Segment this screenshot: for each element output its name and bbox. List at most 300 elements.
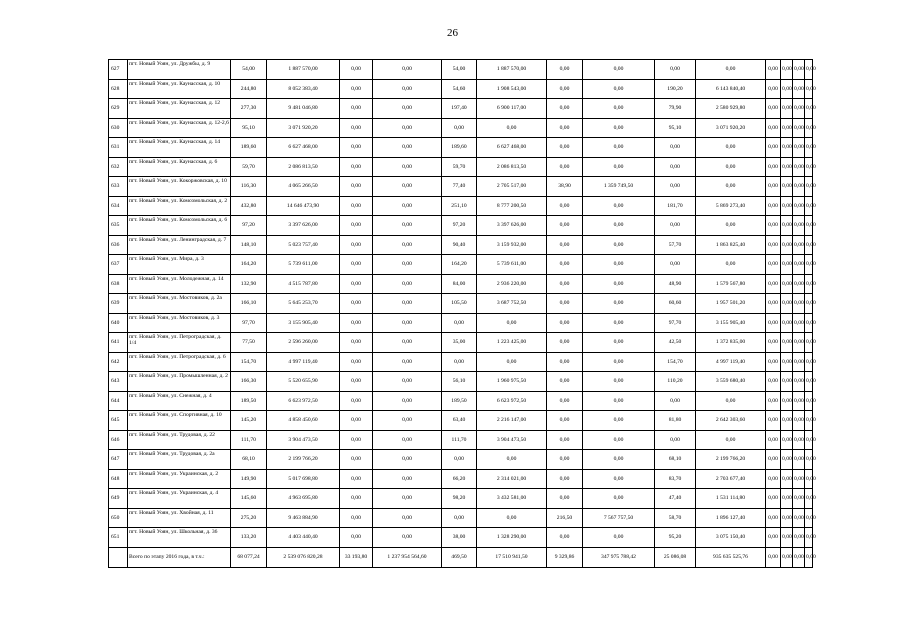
row-value: 2 642 303,60: [696, 411, 766, 431]
row-value: 1 359 749,50: [583, 177, 655, 197]
row-value: 0,00: [805, 411, 813, 431]
row-value: 0,00: [583, 391, 655, 411]
table-row: [109, 157, 813, 177]
row-value: 0,00: [805, 157, 813, 177]
row-value: 84,00: [442, 274, 477, 294]
row-value: 9 481 046,80: [267, 99, 340, 119]
row-value: 0,00: [340, 391, 373, 411]
row-value: 0,00: [655, 60, 696, 80]
row-value: 116,30: [231, 177, 267, 197]
table-row: [109, 372, 813, 392]
row-value: 0,00: [547, 391, 583, 411]
row-value: 0,00: [583, 469, 655, 489]
row-value: 0,00: [340, 216, 373, 236]
row-value: 149,90: [231, 469, 267, 489]
row-value: 0,00: [655, 391, 696, 411]
row-address: пгт. Новый Уоян, ул. Кокоржовская, д. 10: [128, 177, 231, 197]
row-value: 0,00: [655, 177, 696, 197]
row-value: 0,00: [373, 255, 442, 275]
table-body: [109, 60, 816, 568]
row-value: 181,70: [655, 196, 696, 216]
row-value: 0,00: [793, 294, 805, 314]
row-value: 57,70: [655, 235, 696, 255]
row-number: 640: [109, 313, 128, 333]
row-value: 0,00: [340, 469, 373, 489]
row-value: 0,00: [340, 372, 373, 392]
row-value: 0,00: [696, 430, 766, 450]
row-value: 2 596 260,00: [267, 333, 340, 353]
row-value: 6 623 972,50: [477, 391, 547, 411]
row-value: 0,00: [442, 352, 477, 372]
row-value: 60,60: [655, 294, 696, 314]
row-value: 0,00: [805, 274, 813, 294]
table-row: [109, 489, 813, 509]
row-value: 0,00: [373, 118, 442, 138]
table-row: [109, 216, 813, 236]
row-value: 38,00: [442, 528, 477, 548]
row-value: 0,00: [340, 294, 373, 314]
row-value: 0,00: [805, 489, 813, 509]
row-value: 132,90: [231, 274, 267, 294]
row-value: 0,00: [766, 274, 781, 294]
row-address: пгт. Новый Уоян, ул. Украинская, д. 4: [128, 489, 231, 509]
row-value: 0,00: [373, 528, 442, 548]
row-value: 4 403 440,40: [267, 528, 340, 548]
row-value: 35,00: [442, 333, 477, 353]
row-value: 90,40: [442, 235, 477, 255]
total-value: 0,00: [781, 547, 793, 567]
row-number: 645: [109, 411, 128, 431]
row-value: 0,00: [373, 333, 442, 353]
row-value: 0,00: [805, 450, 813, 470]
row-value: 0,00: [373, 450, 442, 470]
row-value: 0,00: [340, 118, 373, 138]
row-value: 0,00: [583, 79, 655, 99]
table-row: [109, 294, 813, 314]
row-value: 0,00: [655, 430, 696, 450]
row-value: 0,00: [373, 79, 442, 99]
table-row: [109, 411, 813, 431]
row-value: 145,60: [231, 489, 267, 509]
row-value: 0,00: [547, 60, 583, 80]
row-value: 97,20: [231, 216, 267, 236]
row-value: 0,00: [766, 489, 781, 509]
row-value: 0,00: [373, 294, 442, 314]
row-value: 0,00: [766, 255, 781, 275]
row-value: 0,00: [696, 216, 766, 236]
row-value: 3 687 752,50: [477, 294, 547, 314]
row-number: 647: [109, 450, 128, 470]
row-value: 59,70: [231, 157, 267, 177]
row-value: 0,00: [805, 177, 813, 197]
row-value: 0,00: [805, 138, 813, 158]
total-value: 0,00: [793, 547, 805, 567]
total-value: 25 086,08: [655, 547, 696, 567]
row-number: 649: [109, 489, 128, 509]
row-value: 0,00: [442, 450, 477, 470]
row-value: 133,20: [231, 528, 267, 548]
row-value: 0,00: [696, 138, 766, 158]
row-address: пгт. Новый Уоян, ул. Украинская, д. 2: [128, 469, 231, 489]
row-number: 628: [109, 79, 128, 99]
row-value: 0,00: [696, 391, 766, 411]
table-row: [109, 138, 813, 158]
row-number: 635: [109, 216, 128, 236]
row-value: 0,00: [373, 138, 442, 158]
row-value: 0,00: [442, 313, 477, 333]
row-value: 4 997 119,40: [696, 352, 766, 372]
row-value: 0,00: [583, 235, 655, 255]
row-value: 0,00: [766, 469, 781, 489]
row-value: 81,80: [655, 411, 696, 431]
row-value: 0,00: [583, 294, 655, 314]
row-value: 0,00: [373, 216, 442, 236]
row-value: 0,00: [547, 235, 583, 255]
row-address: пгт. Новый Уоян, ул. Трудовая, д. 22: [128, 430, 231, 450]
row-value: 68,10: [655, 450, 696, 470]
row-value: 0,00: [766, 60, 781, 80]
row-value: 1 887 570,00: [267, 60, 340, 80]
row-value: 0,00: [655, 138, 696, 158]
row-value: 0,00: [793, 99, 805, 119]
row-value: 110,20: [655, 372, 696, 392]
table-row: [109, 79, 813, 99]
total-value: 347 975 788,42: [583, 547, 655, 567]
row-value: 9 463 884,90: [267, 508, 340, 528]
row-value: 0,00: [547, 255, 583, 275]
table-row: [109, 528, 813, 548]
row-value: 95,10: [655, 118, 696, 138]
row-value: 66,20: [442, 469, 477, 489]
row-value: 0,00: [805, 469, 813, 489]
row-value: 83,70: [655, 469, 696, 489]
row-value: 6 143 840,40: [696, 79, 766, 99]
row-value: 0,00: [766, 411, 781, 431]
row-value: 0,00: [583, 313, 655, 333]
row-value: 95,20: [655, 528, 696, 548]
row-value: 0,00: [805, 255, 813, 275]
row-value: 0,00: [793, 60, 805, 80]
row-value: 0,00: [340, 79, 373, 99]
row-value: 189,50: [231, 391, 267, 411]
row-value: 0,00: [781, 99, 793, 119]
row-number: 646: [109, 430, 128, 450]
row-value: 154,70: [231, 352, 267, 372]
total-row: [109, 547, 813, 567]
row-value: 1 896 127,40: [696, 508, 766, 528]
row-address: пгт. Новый Уоян, ул. Каунасская, д. 12: [128, 99, 231, 119]
row-value: 0,00: [805, 391, 813, 411]
row-value: 0,00: [793, 79, 805, 99]
row-value: 3 559 680,40: [696, 372, 766, 392]
row-number: 636: [109, 235, 128, 255]
row-value: 275,20: [231, 508, 267, 528]
row-address: пгт. Новый Уоян, ул. Хвойная, д. 11: [128, 508, 231, 528]
row-value: 3 159 932,00: [477, 235, 547, 255]
row-address: пгт. Новый Уоян, ул. Мостовиков, д. 3: [128, 313, 231, 333]
row-value: 0,00: [583, 333, 655, 353]
row-value: 0,00: [793, 391, 805, 411]
row-value: 0,00: [781, 333, 793, 353]
row-value: 0,00: [781, 196, 793, 216]
row-address: пгт. Новый Уоян, ул. Мира, д. 3: [128, 255, 231, 275]
row-value: 0,00: [781, 216, 793, 236]
row-value: 2 936 220,00: [477, 274, 547, 294]
row-value: 166,30: [231, 372, 267, 392]
row-value: 0,00: [781, 489, 793, 509]
row-value: 8 777 200,50: [477, 196, 547, 216]
row-value: 105,50: [442, 294, 477, 314]
row-value: 63,40: [442, 411, 477, 431]
row-value: 97,70: [655, 313, 696, 333]
row-number: 629: [109, 99, 128, 119]
row-value: 5 520 655,90: [267, 372, 340, 392]
row-value: 38,90: [547, 177, 583, 197]
row-value: 148,10: [231, 235, 267, 255]
row-value: 0,00: [805, 430, 813, 450]
total-value: 0,00: [805, 547, 813, 567]
row-number: 651: [109, 528, 128, 548]
total-value: 935 635 525,76: [696, 547, 766, 567]
row-value: 56,10: [442, 372, 477, 392]
row-number: 639: [109, 294, 128, 314]
row-value: 0,00: [583, 216, 655, 236]
row-value: 0,00: [805, 333, 813, 353]
row-value: 0,00: [340, 235, 373, 255]
row-value: 0,00: [793, 196, 805, 216]
row-value: 0,00: [373, 313, 442, 333]
row-value: 0,00: [373, 489, 442, 509]
row-value: 0,00: [373, 352, 442, 372]
row-value: 0,00: [583, 430, 655, 450]
table-row: [109, 469, 813, 489]
row-value: 0,00: [547, 528, 583, 548]
row-value: 0,00: [547, 469, 583, 489]
row-value: 0,00: [781, 118, 793, 138]
row-value: 0,00: [805, 352, 813, 372]
row-value: 0,00: [793, 508, 805, 528]
row-address: пгт. Новый Уоян, ул. Молодежная, д. 14: [128, 274, 231, 294]
row-value: 0,00: [781, 274, 793, 294]
row-value: 3 432 581,00: [477, 489, 547, 509]
row-value: 0,00: [766, 333, 781, 353]
row-value: 0,00: [781, 313, 793, 333]
table-row: [109, 352, 813, 372]
row-value: 0,00: [781, 294, 793, 314]
row-value: 0,00: [340, 450, 373, 470]
row-value: 0,00: [547, 450, 583, 470]
row-value: 0,00: [766, 196, 781, 216]
row-value: 0,00: [547, 294, 583, 314]
row-number: 638: [109, 274, 128, 294]
row-value: 189,60: [231, 138, 267, 158]
row-number: 642: [109, 352, 128, 372]
row-value: 0,00: [766, 528, 781, 548]
row-value: 0,00: [781, 391, 793, 411]
row-value: 2 199 766,20: [267, 450, 340, 470]
row-value: 0,00: [547, 274, 583, 294]
row-value: 0,00: [805, 99, 813, 119]
row-value: 0,00: [340, 138, 373, 158]
row-value: 0,00: [340, 352, 373, 372]
total-value: 0,00: [766, 547, 781, 567]
row-value: 0,00: [373, 411, 442, 431]
row-value: 164,20: [442, 255, 477, 275]
total-value: 68 077,24: [231, 547, 267, 567]
row-value: 164,20: [231, 255, 267, 275]
page-number: 26: [447, 27, 458, 39]
row-value: 0,00: [547, 430, 583, 450]
row-value: 42,50: [655, 333, 696, 353]
row-value: 79,90: [655, 99, 696, 119]
row-value: 0,00: [340, 528, 373, 548]
row-value: 0,00: [547, 196, 583, 216]
row-value: 0,00: [373, 235, 442, 255]
row-value: 0,00: [805, 528, 813, 548]
row-value: 145,20: [231, 411, 267, 431]
row-address: пгт. Новый Уоян, ул. Каунасская, д. 12-2,6: [128, 118, 231, 138]
row-address: пгт. Новый Уоян, ул. Комсомольская, д. 6: [128, 216, 231, 236]
row-value: 0,00: [781, 255, 793, 275]
row-value: 0,00: [793, 430, 805, 450]
total-value: 9 329,86: [547, 547, 583, 567]
row-value: 0,00: [793, 274, 805, 294]
row-value: 1 372 835,00: [696, 333, 766, 353]
row-value: 0,00: [805, 216, 813, 236]
row-value: 0,00: [340, 313, 373, 333]
row-address: пгт. Новый Уоян, ул. Каунасская, д. 10: [128, 79, 231, 99]
row-value: 5 023 757,40: [267, 235, 340, 255]
row-value: 0,00: [766, 508, 781, 528]
row-value: 3 904 473,50: [267, 430, 340, 450]
row-value: 0,00: [781, 235, 793, 255]
row-value: 0,00: [340, 274, 373, 294]
row-value: 97,20: [442, 216, 477, 236]
row-value: 0,00: [340, 99, 373, 119]
row-value: 98,20: [442, 489, 477, 509]
row-address: пгт. Новый Уоян, ул. Петроградская, д. 1/4: [128, 333, 231, 353]
row-value: 0,00: [766, 313, 781, 333]
row-value: 0,00: [583, 138, 655, 158]
row-value: 2 216 147,00: [477, 411, 547, 431]
row-value: 47,40: [655, 489, 696, 509]
row-value: 0,00: [805, 372, 813, 392]
row-address: пгт. Новый Уоян, ул. Ленинградская, д. 7: [128, 235, 231, 255]
row-value: 0,00: [766, 99, 781, 119]
row-value: 2 086 813,50: [267, 157, 340, 177]
row-value: 0,00: [781, 411, 793, 431]
row-value: 189,50: [442, 391, 477, 411]
row-value: 0,00: [442, 508, 477, 528]
row-value: 0,00: [766, 118, 781, 138]
row-address: пгт. Новый Уоян, ул. Комсомольская, д. 2: [128, 196, 231, 216]
row-address: пгт. Новый Уоян, ул. Школьная, д. 36: [128, 528, 231, 548]
row-value: 0,00: [805, 235, 813, 255]
row-value: 0,00: [805, 118, 813, 138]
row-value: 2 199 766,20: [696, 450, 766, 470]
row-value: 0,00: [781, 352, 793, 372]
row-value: 1 887 570,00: [477, 60, 547, 80]
row-value: 0,00: [547, 333, 583, 353]
table-row: [109, 255, 813, 275]
total-row-blank: [109, 547, 128, 567]
row-value: 77,40: [442, 177, 477, 197]
row-value: 1 579 567,80: [696, 274, 766, 294]
row-value: 4 065 266,50: [267, 177, 340, 197]
row-value: 4 515 787,80: [267, 274, 340, 294]
row-address: пгт. Новый Уоян, ул. Каунасская, д. 6: [128, 157, 231, 177]
row-value: 190,20: [655, 79, 696, 99]
row-value: 244,80: [231, 79, 267, 99]
row-value: 0,00: [781, 138, 793, 158]
row-value: 0,00: [793, 450, 805, 470]
row-value: 0,00: [793, 469, 805, 489]
row-value: 1 908 543,00: [477, 79, 547, 99]
row-value: 0,00: [373, 99, 442, 119]
row-value: 54,00: [231, 60, 267, 80]
row-value: 0,00: [781, 372, 793, 392]
row-value: 0,00: [766, 216, 781, 236]
table-row: [109, 274, 813, 294]
row-value: 0,00: [477, 118, 547, 138]
row-value: 0,00: [547, 216, 583, 236]
row-value: 4 858 450,60: [267, 411, 340, 431]
row-number: 631: [109, 138, 128, 158]
row-value: 0,00: [781, 450, 793, 470]
row-value: 6 627 468,00: [267, 138, 340, 158]
row-value: 0,00: [793, 216, 805, 236]
row-value: 0,00: [373, 430, 442, 450]
row-value: 0,00: [766, 450, 781, 470]
row-value: 0,00: [655, 255, 696, 275]
row-value: 0,00: [781, 177, 793, 197]
row-value: 0,00: [766, 235, 781, 255]
row-value: 0,00: [477, 352, 547, 372]
total-label: Всего по этапу 2016 года, в т.ч.:: [128, 547, 231, 567]
row-value: 0,00: [373, 469, 442, 489]
table-row: [109, 99, 813, 119]
row-address: пгт. Новый Уоян, ул. Трудовая, д. 2а: [128, 450, 231, 470]
row-value: 0,00: [781, 60, 793, 80]
row-value: 0,00: [766, 430, 781, 450]
row-value: 0,00: [781, 157, 793, 177]
row-value: 432,80: [231, 196, 267, 216]
row-value: 0,00: [793, 313, 805, 333]
row-value: 0,00: [373, 177, 442, 197]
row-value: 0,00: [655, 216, 696, 236]
row-address: пгт. Новый Уоян, ул. Спортивная, д. 10: [128, 411, 231, 431]
row-number: 644: [109, 391, 128, 411]
table-row: [109, 118, 813, 138]
row-value: 166,10: [231, 294, 267, 314]
row-number: 643: [109, 372, 128, 392]
row-value: 0,00: [340, 411, 373, 431]
row-value: 0,00: [696, 255, 766, 275]
row-value: 0,00: [373, 372, 442, 392]
row-value: 0,00: [805, 508, 813, 528]
row-value: 97,70: [231, 313, 267, 333]
row-value: 0,00: [340, 508, 373, 528]
row-value: 0,00: [766, 138, 781, 158]
row-value: 0,00: [793, 118, 805, 138]
row-value: 0,00: [781, 430, 793, 450]
row-value: 0,00: [793, 138, 805, 158]
table-row: [109, 196, 813, 216]
row-value: 0,00: [583, 352, 655, 372]
row-value: 1 531 114,80: [696, 489, 766, 509]
row-value: 6 627 468,00: [477, 138, 547, 158]
row-value: 0,00: [373, 274, 442, 294]
